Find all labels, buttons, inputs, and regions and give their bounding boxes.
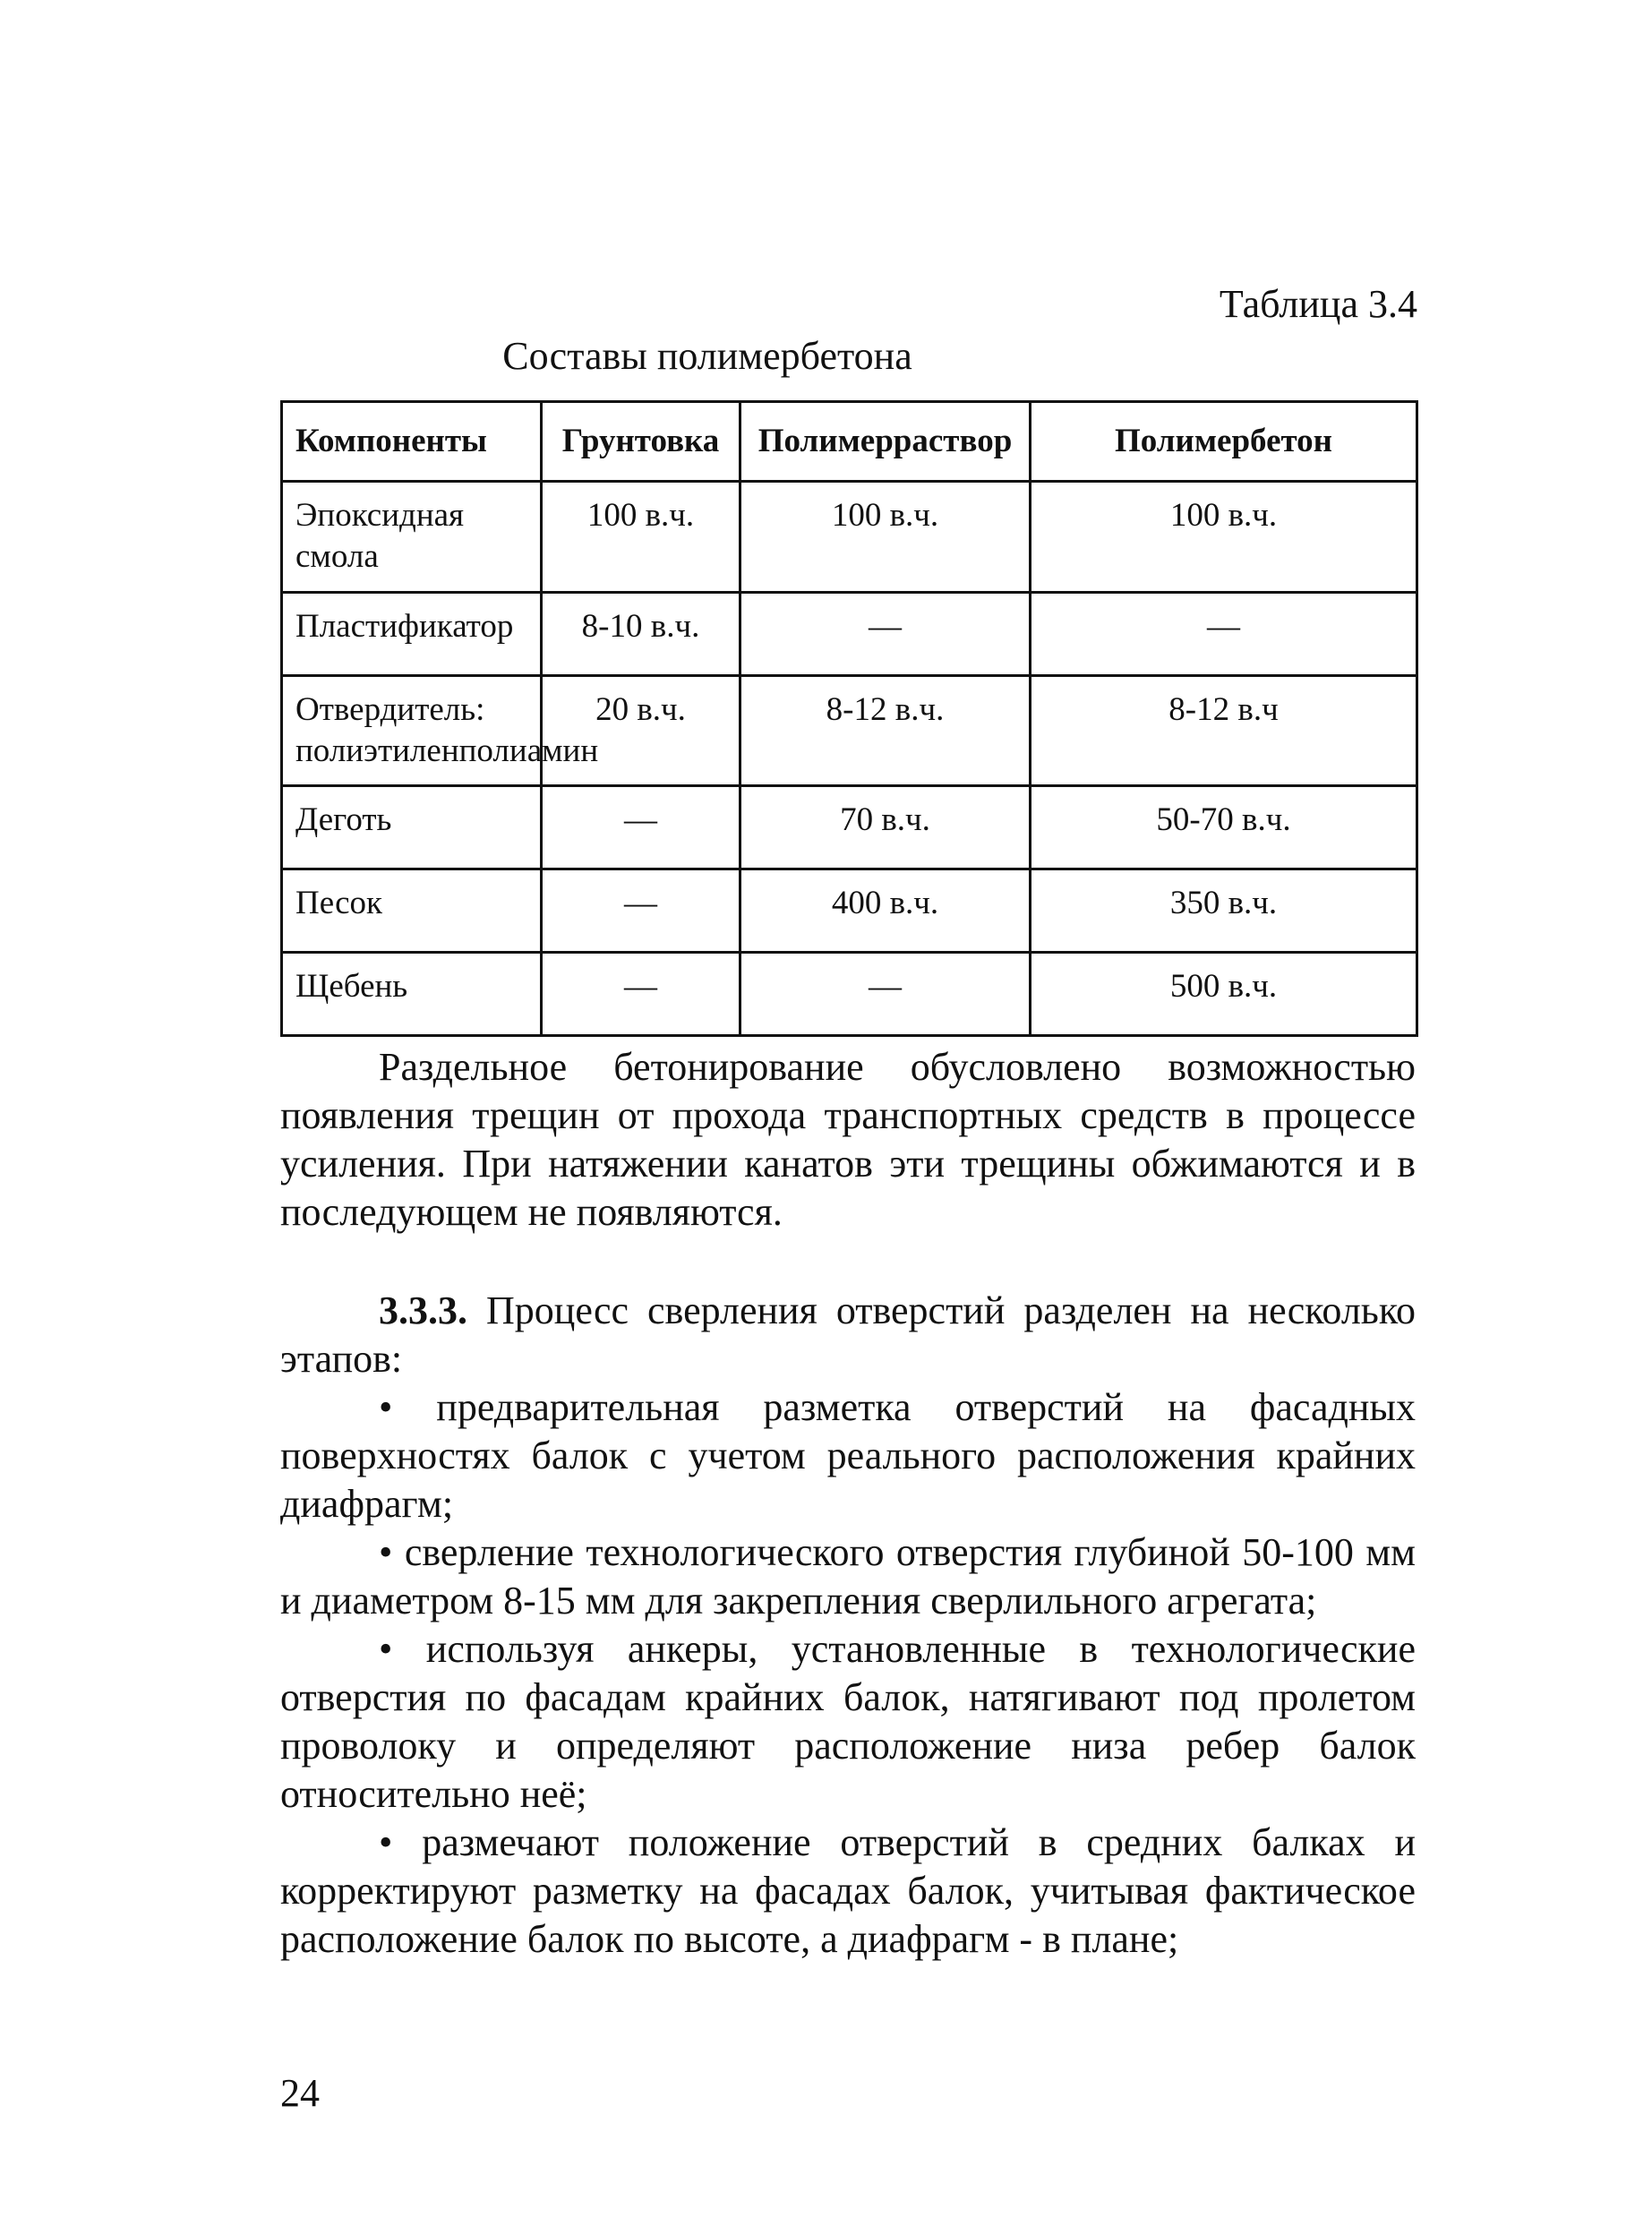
table-label: Таблица 3.4 (1219, 282, 1417, 326)
cell-component-line1: Отвердитель: (295, 690, 485, 728)
table-row (282, 675, 1417, 786)
paragraph-separate-concreting (280, 1043, 1416, 1237)
bullet-item: • сверление технологического отверстия глубиной 50-100 мм и диаметром 8-15 мм для закрепления сверлильного агрегата; (280, 1530, 1416, 1622)
table-header-row (282, 402, 1417, 482)
cell-concrete: 8-12 в.ч (1031, 675, 1417, 786)
cell-primer: — (542, 953, 740, 1036)
cell-primer: — (542, 869, 740, 953)
table-caption: Составы полимербетона (502, 334, 912, 378)
cell-component: Щебень (282, 953, 542, 1036)
cell-primer: 8-10 в.ч. (542, 592, 740, 675)
cell-mortar: 8-12 в.ч. (740, 675, 1031, 786)
cell-mortar: — (740, 592, 1031, 675)
cell-component: Песок (282, 869, 542, 953)
header-polymer-mortar: Полимерраствор (740, 402, 1031, 482)
section-intro-text: Процесс сверления отверстий разделен на несколько этапов: (280, 1289, 1416, 1381)
section-number: 3.3.3. (379, 1289, 467, 1332)
composition-table (280, 400, 1418, 1037)
cell-concrete: 100 в.ч. (1031, 482, 1417, 593)
table-row (282, 482, 1417, 593)
cell-concrete: — (1031, 592, 1417, 675)
cell-primer: 100 в.ч. (542, 482, 740, 593)
cell-primer: — (542, 786, 740, 869)
section-intro (280, 1287, 1416, 1383)
cell-component (282, 675, 599, 786)
table-row (282, 592, 1417, 675)
cell-concrete: 500 в.ч. (1031, 953, 1417, 1036)
cell-concrete: 350 в.ч. (1031, 869, 1417, 953)
cell-mortar: 400 в.ч. (740, 869, 1031, 953)
bullet-item: • размечают положение отверстий в средних балках и корректируют разметку на фасадах балок, учитывая фактическое расположение балок по высоте, а диафрагм - в плане; (280, 1820, 1416, 1961)
cell-mortar: 100 в.ч. (740, 482, 1031, 593)
table-row (282, 869, 1417, 953)
cell-component: Пластификатор (282, 592, 542, 675)
bullet-item: • используя анкеры, установленные в технологические отверстия по фасадам крайних балок, натягивают под пролетом проволоку и определяют расположение низа ребер балок относительно неё; (280, 1627, 1416, 1816)
cell-mortar: 70 в.ч. (740, 786, 1031, 869)
cell-primer: 20 в.ч. (542, 675, 740, 786)
cell-component: Эпоксидная смола (282, 482, 542, 593)
bullet-item: • предварительная разметка отверстий на фасадных поверхностях балок с учетом реального расположения крайних диафрагм; (280, 1385, 1416, 1526)
header-polymer-concrete: Полимербетон (1031, 402, 1417, 482)
paragraph-text: Раздельное бетонирование обусловлено возможностью появления трещин от прохода транспортных средств в процессе усиления. При натяжении канатов эти трещины обжимаются и в последующем не появляются. (280, 1045, 1416, 1234)
page-number: 24 (280, 2071, 320, 2115)
cell-mortar: — (740, 953, 1031, 1036)
header-components: Компоненты (282, 402, 542, 482)
table-row (282, 953, 1417, 1036)
cell-component: Деготь (282, 786, 542, 869)
section-3-3-3 (280, 1287, 1416, 1964)
cell-component-line2: полиэтиленполиамин (295, 732, 599, 769)
cell-concrete: 50-70 в.ч. (1031, 786, 1417, 869)
header-primer: Грунтовка (542, 402, 740, 482)
table-row (282, 786, 1417, 869)
